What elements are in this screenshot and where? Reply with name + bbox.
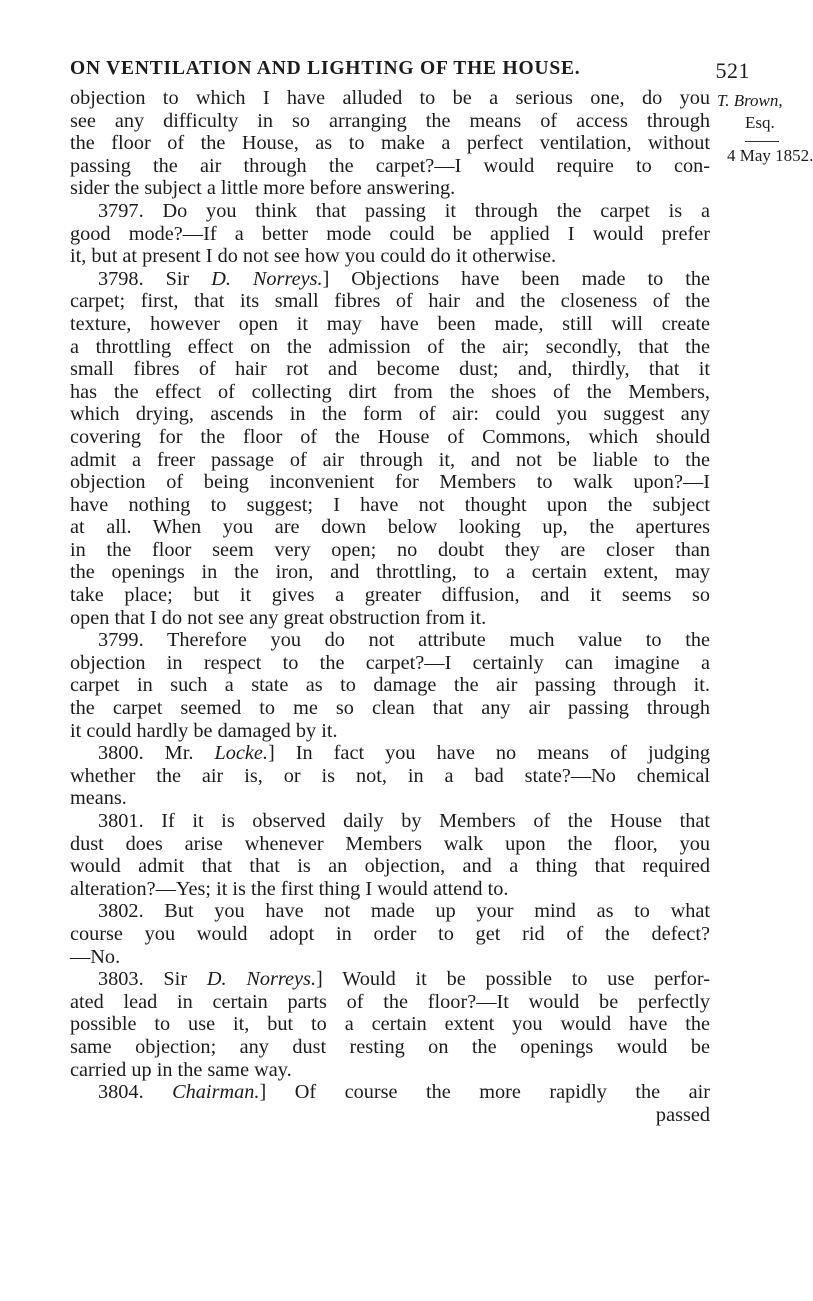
line-lead: 3804. [98,1081,173,1104]
line-lead: 3800. Mr. [98,742,215,765]
text-line: objection of being inconvenient for Members to walk upon?—I [70,471,710,494]
text-line: would admit that that is an objection, and a thing that required [70,855,710,878]
text-line: small fibres of hair rot and become dust; and, thirdly, that it [70,358,710,381]
body-text [70,87,710,1126]
text-line: objection in respect to the carpet?—I certainly can imagine a [70,651,710,674]
text-line: has the effect of collecting dirt from the shoes of the Members, [70,380,710,403]
witness-name: T. Brown, [717,91,783,110]
text-line: admit a freer passage of air through it, and not be liable to the [70,448,710,471]
text-line: alteration?—Yes; it is the first thing I would attend to. [70,877,509,900]
text-line: the carpet seemed to me so clean that any air passing through [70,697,710,720]
speaker-name: D. Norreys. [211,267,323,290]
line-rest: ] Objections have been made to the [322,267,710,290]
witness-suffix: Esq. [745,113,775,132]
text-line [70,1081,710,1104]
testimony-date: 4 May 1852. [727,146,813,165]
text-line: 3801. If it is observed daily by Members of the House that [98,810,710,832]
text-line [70,968,710,991]
text-line: the openings in the iron, and throttling, to a certain extent, may [70,561,710,584]
text-line: course you would adopt in order to get rid of the defect? [70,922,710,945]
text-line: a throttling effect on the admission of the air; secondly, that the [70,335,710,358]
margin-rule [745,141,779,142]
text-line: see any difficulty in so arranging the means of access through [70,109,710,132]
text-line: good mode?—If a better mode could be applied I would prefer [70,222,710,245]
text-line: the floor of the House, as to make a perfect ventilation, without [70,132,710,155]
text-line: passing the air through the carpet?—I would require to con- [70,154,710,177]
text-line: —No. [70,945,121,968]
text-line: in the floor seem very open; no doubt they are closer than [70,538,710,561]
text-line: carried up in the same way. [70,1058,292,1081]
text-line: objection to which I have alluded to be a serious one, do you [70,87,710,109]
text-line: whether the air is, or is not, in a bad state?—No chemical [70,764,710,787]
line-rest: ] In fact you have no means of judging [267,742,710,765]
text-line: open that I do not see any great obstruction from it. [70,606,487,629]
page-number: 521 [715,58,750,83]
text-line: have nothing to suggest; I have not thought upon the subject [70,493,710,516]
text-line: which drying, ascends in the form of air: could you suggest any [70,403,710,426]
text-line: means. [70,787,127,810]
text-line: texture, however open it may have been made, still will create [70,312,710,335]
text-line: ated lead in certain parts of the floor?—It would be perfectly [70,990,710,1013]
line-lead: 3798. Sir [98,267,212,290]
text-line: sider the subject a little more before answering. [70,177,456,200]
running-header [70,58,750,83]
text-line: take place; but it gives a greater diffusion, and it seems so [70,584,710,607]
line-rest: ] Of course the more rapidly the air [259,1081,710,1104]
text-line: covering for the floor of the House of Commons, which should [70,425,710,448]
margin-note [717,90,813,167]
text-line [70,742,710,765]
line-rest: ] Would it be possible to use perfor- [316,968,710,991]
text-line: passed [655,1103,710,1126]
text-line: same objection; any dust resting on the openings would be [70,1035,710,1058]
text-line: possible to use it, but to a certain extent you would have the [70,1013,710,1036]
text-line: carpet in such a state as to damage the air passing through it. [70,674,710,697]
text-line [70,268,710,291]
text-line: it, but at present I do not see how you could do it otherwise. [70,245,557,268]
text-line: at all. When you are down below looking up, the apertures [70,516,710,539]
text-line: 3802. But you have not made up your mind as to what [98,900,710,923]
text-line: dust does arise whenever Members walk upon the floor, you [70,832,710,855]
text-line: carpet; first, that its small fibres of hair and the closeness of the [70,290,710,313]
text-line: it could hardly be damaged by it. [70,719,338,742]
speaker-name: Locke. [214,742,268,765]
line-lead: 3803. Sir [98,968,207,991]
running-title: ON VENTILATION AND LIGHTING OF THE HOUSE. [70,58,581,79]
speaker-name: D. Norreys. [206,968,317,991]
text-line: 3799. Therefore you do not attribute much value to the [98,629,710,652]
text-line: 3797. Do you think that passing it through the carpet is a [98,199,710,222]
speaker-name: Chairman. [172,1081,260,1104]
